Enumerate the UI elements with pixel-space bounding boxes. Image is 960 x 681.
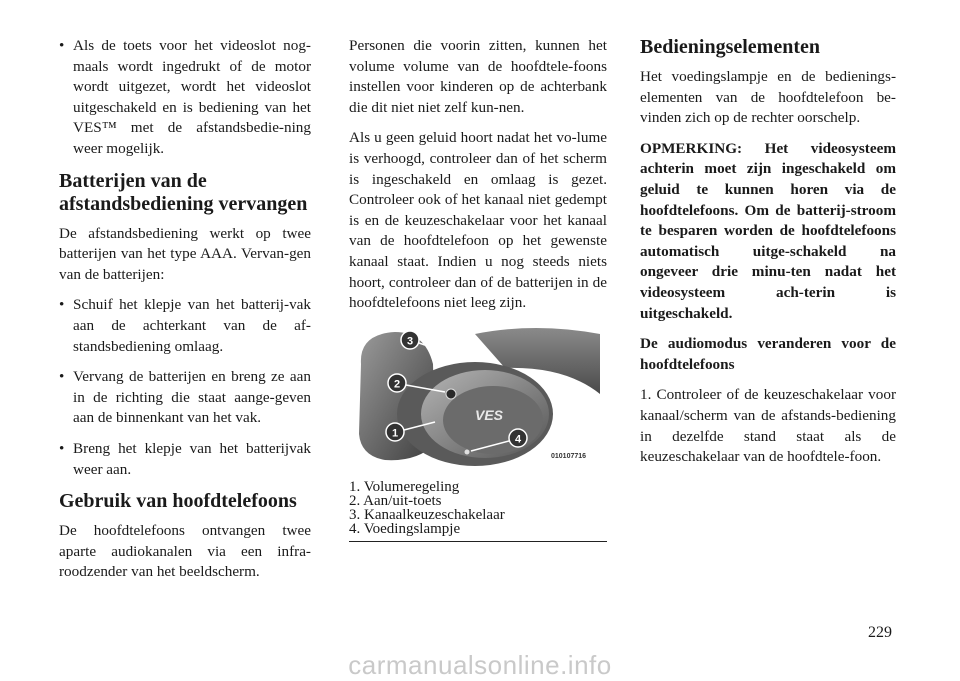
headphones-intro-paragraph: De hoofdtelefoons ontvangen twee aparte audiokanalen via een infra-roodzender van het beeldscherm. (59, 522, 311, 581)
headphone-figure (355, 324, 600, 466)
column-left (59, 36, 311, 593)
page-number: 229 (868, 624, 892, 641)
list-item-text: Breng het klepje van het batterijvak weer aan. (73, 439, 311, 478)
note-paragraph: OPMERKING: Het videosysteem achterin moet zijn ingeschakeld om geluid te kunnen horen via de hoofdtelefoons. Om de batterij-stroom te besparen worden de hoofdtelefoons automatisch uitge-schakeld na ongeveer drie minu-ten nadat het videosysteem ach-terin is uitgeschakeld. (640, 139, 896, 322)
heading-battery-replacement: Batterijen van de afstandsbediening vervangen (59, 169, 308, 215)
list-item (59, 295, 311, 357)
figure-caption (349, 480, 607, 542)
watermark: carmanualsonline.info (348, 650, 612, 680)
no-sound-paragraph: Als u geen geluid hoort nadat het vo-lume is verhoogd, controleer dan of het scherm is ingeschakeld en omlaag is gezet. Controleer ook of het kanaal niet gedempt is en de keuzeschakelaar voor het kanaal van de hoofdtelefoon op het gewenste kanaal staat. Indien u nog steeds niets hoort, controleer dan of de batterijen in de hoofdtelefoons niet leeg zijn. (349, 129, 607, 312)
heading-controls: Bedieningselementen (640, 36, 820, 58)
audio-step-1-paragraph: 1. Controleer of de keuzeschakelaar voor kanaal/scherm van de afstands-bediening in dezelfde stand staat als de keuzeschakelaar van de hoofdtele-foon. (640, 386, 896, 466)
callout-label: 2 (393, 378, 401, 391)
callout-label: 1 (391, 427, 399, 440)
heading-headphones-usage: Gebruik van hoofdtelefoons (59, 490, 297, 513)
list-item (59, 36, 311, 160)
bullet-icon: • (59, 368, 65, 386)
power-button-shape (446, 389, 456, 399)
column-right (640, 36, 896, 478)
controls-intro-paragraph: Het voedingslampje en de bedienings-elementen van de hoofdtelefoon be-vinden zich op de rechter oorschelp. (640, 68, 896, 127)
subheading-audio-mode: De audiomodus veranderen voor de hoofdtelefoons (640, 335, 896, 373)
caption-item: 2. Aan/uit-toets (349, 492, 442, 509)
list-item-text: Vervang de batterijen en breng ze aan in de richting die staat aange-geven aan de binnenkant van het vak. (73, 368, 311, 427)
headphone-illustration (355, 324, 600, 466)
caption-item: 3. Kanaalkeuzeschakelaar (349, 506, 505, 523)
bullet-icon: • (59, 296, 65, 314)
figure-code: 010107716 (551, 452, 587, 460)
power-led-shape (465, 449, 470, 454)
battery-intro-paragraph: De afstandsbediening werkt op twee batterijen van het type AAA. Vervan-gen van de batterijen: (59, 224, 311, 283)
list-item-text: Schuif het klepje van het batterij-vak aan de achterkant van de af-standsbediening omlaag. (73, 296, 311, 355)
list-item-text: Als de toets voor het videoslot nog-maals wordt ingedrukt of de motor wordt uitgezet, wordt het videoslot uitgeschakeld en is bediening van het VES™ met de afstandsbedie-ning weer mogelijk. (73, 37, 311, 157)
column-middle (349, 36, 607, 542)
caption-item: 4. Voedingslampje (349, 520, 461, 537)
list-item (59, 367, 311, 429)
callout-label: 3 (406, 335, 414, 348)
battery-steps-list (59, 295, 311, 480)
bullet-icon: • (59, 37, 65, 54)
volume-paragraph: Personen die voorin zitten, kunnen het volume volume van de hoofdtele-foons instellen voor kinderen op de achterbank die dit niet niet zelf kun-nen. (349, 37, 607, 116)
bullet-icon: • (59, 439, 65, 457)
bullet-list-videoslot (59, 36, 311, 160)
caption-item: 1. Volumeregeling (349, 478, 460, 495)
brand-logo-text: VES (475, 406, 504, 423)
callout-label: 4 (514, 433, 522, 446)
list-item (59, 439, 311, 480)
